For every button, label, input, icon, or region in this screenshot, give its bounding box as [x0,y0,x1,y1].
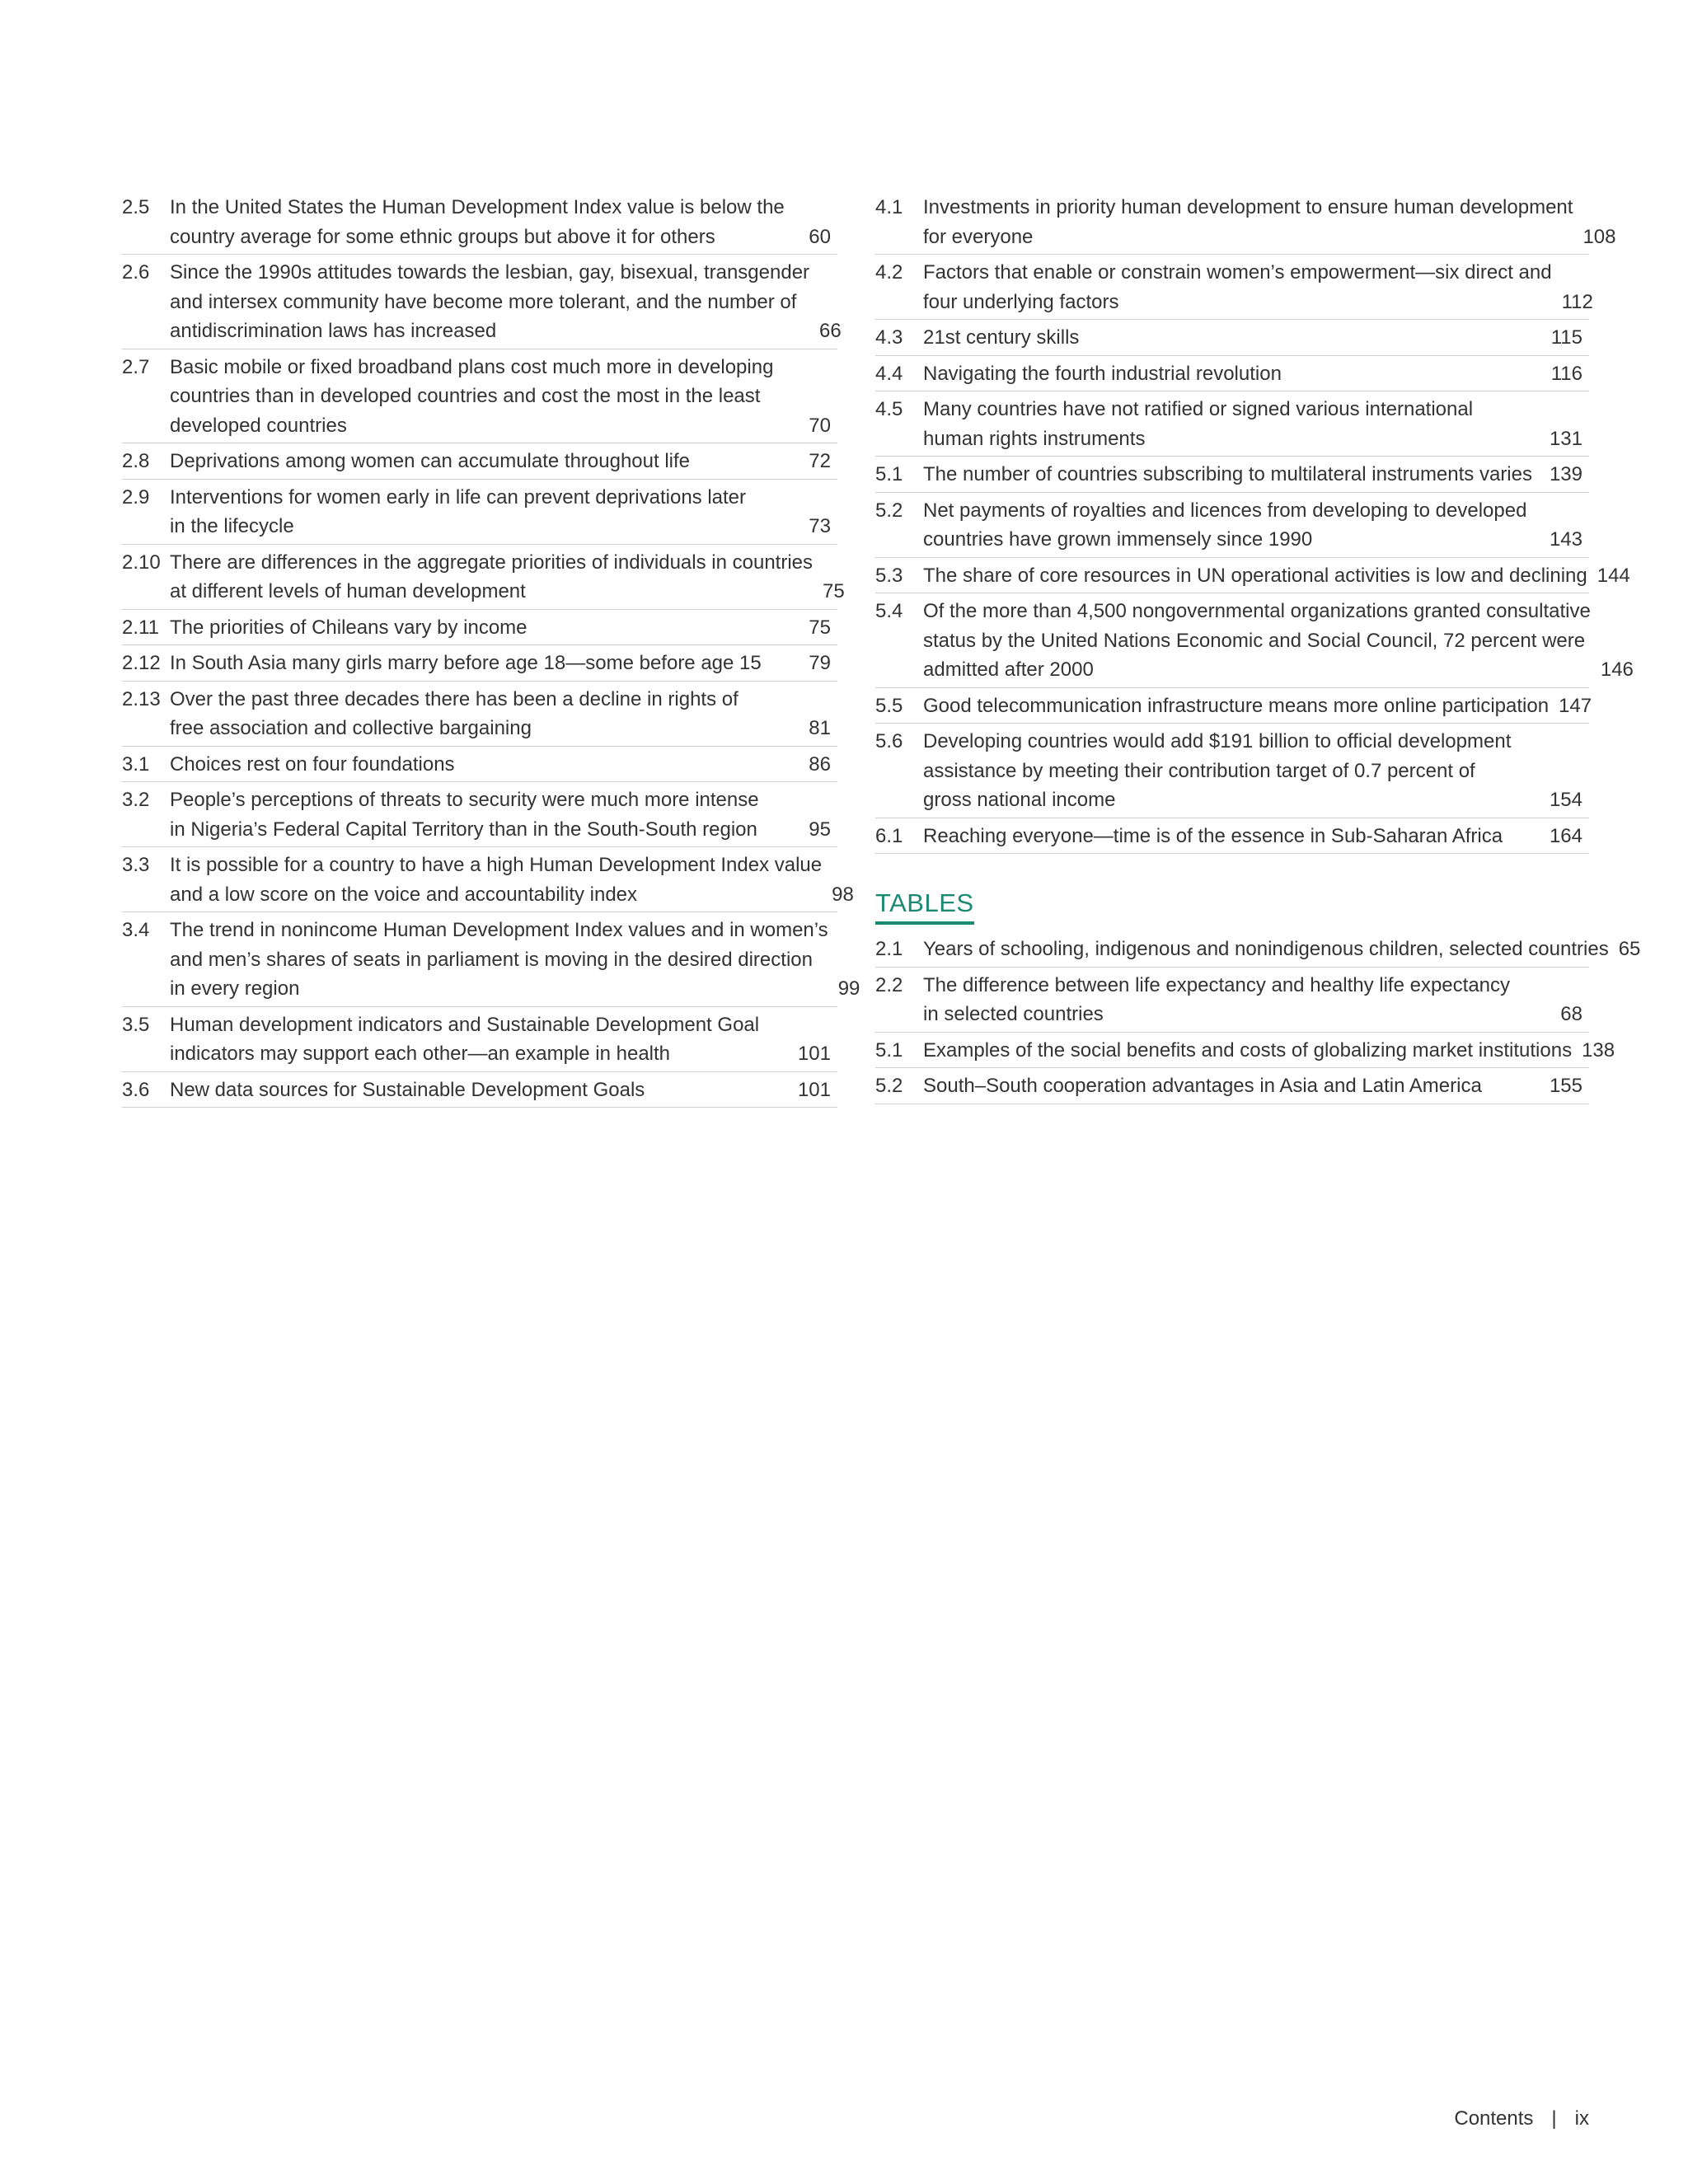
entry-title-line: The trend in nonincome Human Development Index values and in women’s [170,919,828,941]
entry-title [923,727,1550,815]
entry-title-line: In South Asia many girls marry before age 18—some before age 15 [170,652,762,674]
entry-number: 5.5 [875,694,903,717]
entry-number: 2.1 [875,938,903,960]
figures-list-right-entries [875,190,1634,854]
entry-number: 5.3 [875,564,903,587]
entry-page-number: 108 [1582,225,1616,248]
entry-page-number: 73 [809,515,831,537]
entry-title-line: human rights instruments [923,427,1146,450]
entry-title [170,685,809,743]
entry-number: 3.6 [122,1078,150,1101]
entry-page-number: 131 [1549,427,1582,450]
entry-title-line: Investments in priority human development to ensure human development [923,196,1573,218]
entry-page-number: 79 [809,652,831,674]
entry-page-number: 86 [809,752,831,776]
entry-page-number: 60 [809,225,831,248]
toc-entry [122,480,837,545]
entry-title-line: developed countries [170,414,347,437]
entry-title-line: Choices rest on four foundations [170,752,455,776]
entry-title-line: Navigating the fourth industrial revolution [923,362,1282,385]
toc-entry [122,255,842,349]
entry-page-number: 164 [1549,824,1582,847]
entry-number: 2.11 [122,616,159,639]
toc-entry [875,320,1589,356]
entry-title [170,258,819,346]
entry-number: 4.3 [875,326,903,349]
entry-title-line: Over the past three decades there has been a decline in rights of [170,687,738,710]
toc-entry [122,1072,837,1108]
toc-entry [122,443,837,480]
entry-title-line: Years of schooling, indigenous and nonindigenous children, selected countries [923,938,1609,960]
entry-number: 4.4 [875,362,903,385]
entry-title [923,597,1601,685]
entry-title-line: South–South cooperation advantages in Asia and Latin America [923,1075,1482,1097]
entry-title [923,496,1550,555]
page-number: ix [1574,2107,1589,2130]
entry-page-number: 99 [837,977,860,1000]
entry-number: 6.1 [875,824,903,847]
entry-title [170,750,809,780]
entry-title [170,1010,798,1069]
entry-title [923,691,1559,721]
entry-title-line: Since the 1990s attitudes towards the lesbian, gay, bisexual, transgender [170,261,810,284]
toc-entry [122,1007,837,1072]
entry-title [170,851,832,909]
entry-page-number: 72 [809,450,831,472]
toc-entry [875,724,1589,818]
entry-page-number: 75 [809,616,831,639]
entry-title-line: in every region [170,977,300,1000]
entry-title-line: gross national income [923,789,1116,811]
entry-title-line: The priorities of Chileans vary by income [170,616,528,639]
entry-title [923,395,1550,453]
toc-entry [875,457,1589,493]
entry-page-number: 70 [809,414,831,437]
entry-page-number: 101 [797,1078,831,1101]
toc-entry [875,818,1589,855]
entry-number: 3.3 [122,854,150,876]
entry-title [170,785,809,844]
entry-title-line: status by the United Nations Economic and Social Council, 72 percent were [923,629,1586,652]
entry-title-line: indicators may support each other—an example in health [170,1043,671,1065]
entry-number: 2.8 [122,450,150,472]
entry-title [923,822,1550,851]
entry-page-number: 147 [1559,694,1592,717]
toc-entry [875,593,1634,688]
entry-title-line: Basic mobile or fixed broadband plans cost much more in developing [170,355,774,378]
entry-number: 2.12 [122,652,161,674]
toc-entry [875,1068,1589,1104]
entry-title [170,193,809,251]
entry-title [923,323,1551,353]
entry-title-line: Many countries have not ratified or signed various international [923,398,1474,420]
entry-title-line: In the United States the Human Development Index value is below the [170,196,785,218]
entry-page-number: 112 [1561,290,1593,313]
entry-title-line: countries than in developed countries and cost the most in the least [170,385,761,407]
entry-page-number: 155 [1549,1075,1582,1097]
entry-number: 3.1 [122,752,150,776]
entry-title-line: assistance by meeting their contribution target of 0.7 percent of [923,759,1475,782]
entry-title-line: country average for some ethnic groups but above it for others [170,225,715,248]
entry-title-line: Developing countries would add $191 billion to official development [923,730,1512,752]
toc-entry [875,931,1641,968]
toc-entry [122,682,837,747]
entry-page-number: 154 [1549,789,1582,811]
entry-title-line: Human development indicators and Sustainable Development Goal [170,1013,760,1036]
page-footer [1454,2107,1589,2130]
entry-page-number: 143 [1549,528,1582,551]
toc-entry [122,610,837,646]
toc-entry [875,190,1616,255]
entry-title-line: Interventions for women early in life can prevent deprivations later [170,485,747,509]
entry-title-line: Of the more than 4,500 nongovernmental organizations granted consultative [923,600,1591,622]
toc-entry [875,493,1589,558]
entry-title-line: free association and collective bargaining [170,717,532,739]
entry-title-line: admitted after 2000 [923,658,1094,681]
entry-number: 2.10 [122,551,161,574]
entry-title [923,359,1551,389]
figures-list-right [875,190,1641,1104]
entry-page-number: 95 [809,818,831,841]
toc-entry [122,912,860,1007]
entry-page-number: 146 [1600,658,1634,681]
entry-title-line: in the lifecycle [170,515,294,537]
toc-entry [122,747,837,783]
entry-number: 5.6 [875,730,903,752]
toc-entry [122,545,845,610]
footer-separator: | [1551,2107,1557,2130]
toc-entry [122,847,854,912]
entry-page-number: 139 [1549,463,1582,485]
entry-title-line: Good telecommunication infrastructure means more online participation [923,694,1550,717]
toc-entry [875,688,1592,724]
toc-entry [122,190,837,255]
entry-title-line: Examples of the social benefits and costs of globalizing market institutions [923,1038,1573,1062]
entry-number: 2.9 [122,485,150,509]
entry-title-line: People’s perceptions of threats to security were much more intense [170,789,759,811]
entry-title-line: There are differences in the aggregate priorities of individuals in countries [170,551,813,574]
entry-title-line: in Nigeria’s Federal Capital Territory than in the South-South region [170,818,757,841]
entry-title-line: and intersex community have become more tolerant, and the number of [170,290,797,313]
entry-title [170,1076,798,1105]
entry-title-line: Deprivations among women can accumulate throughout life [170,450,691,472]
entry-number: 2.6 [122,261,150,284]
entry-number: 2.13 [122,687,161,710]
toc-entry [122,349,837,444]
entry-title-line: The share of core resources in UN operational activities is low and declining [923,564,1587,587]
entry-title [170,613,809,643]
entry-title-line: The number of countries subscribing to multilateral instruments varies [923,463,1532,485]
entry-title-line: and a low score on the voice and accountability index [170,883,638,906]
entry-page-number: 144 [1597,564,1630,587]
entry-title [170,649,809,678]
entry-title [923,460,1550,490]
entry-number: 3.2 [122,789,150,811]
entry-page-number: 138 [1582,1038,1615,1062]
entry-title-line: for everyone [923,225,1034,248]
toc-entry [875,255,1593,320]
entry-title-line: countries have grown immensely since 1990 [923,528,1313,551]
entry-number: 3.4 [122,919,150,941]
entry-title-line: Reaching everyone—time is of the essence in Sub-Saharan Africa [923,824,1503,847]
entry-title [923,971,1560,1029]
tables-list [875,931,1641,1104]
entry-page-number: 75 [823,580,845,602]
entry-title-line: in selected countries [923,1003,1104,1025]
footer-label: Contents [1454,2107,1534,2130]
entry-page-number: 116 [1550,362,1582,385]
toc-entry [122,645,837,682]
entry-number: 5.2 [875,1075,903,1097]
entry-title [923,935,1619,964]
entry-title-line: and men’s shares of seats in parliament is moving in the desired direction [170,948,813,971]
entry-page-number: 68 [1560,1003,1582,1025]
entry-number: 2.2 [875,973,903,996]
entry-title [923,1071,1550,1101]
entry-number: 4.5 [875,398,903,420]
entry-title [923,561,1597,591]
entry-title-line: It is possible for a country to have a high Human Development Index value [170,854,823,876]
entry-number: 5.4 [875,600,903,622]
toc-entry [875,1033,1615,1069]
entry-title [170,483,809,541]
entry-title [923,1036,1582,1066]
entry-page-number: 65 [1618,938,1641,960]
entry-number: 3.5 [122,1013,150,1036]
entry-title-line: The difference between life expectancy and healthy life expectancy [923,973,1511,996]
entry-number: 5.2 [875,499,903,522]
toc-entry [875,558,1630,594]
entry-number: 5.1 [875,463,903,485]
entry-number: 5.1 [875,1038,903,1062]
entry-title [923,258,1562,316]
entry-number: 4.2 [875,261,903,284]
entry-title-line: New data sources for Sustainable Development Goals [170,1078,645,1101]
entry-page-number: 98 [832,883,854,906]
entry-title-line: antidiscrimination laws has increased [170,320,497,342]
toc-entry [875,968,1589,1033]
toc-entry [875,391,1589,457]
entry-number: 2.7 [122,355,150,378]
entry-page-number: 101 [797,1043,831,1065]
entry-page-number: 66 [819,320,842,342]
entry-title [170,548,823,607]
entry-title [170,447,809,476]
entry-page-number: 81 [809,717,831,739]
entry-title-line: four underlying factors [923,290,1119,313]
entry-number: 2.5 [122,196,150,218]
tables-heading: TABLES [875,888,974,925]
toc-entry [875,356,1589,392]
entry-number: 4.1 [875,196,903,218]
entry-title-line: Net payments of royalties and licences from developing to developed [923,499,1527,522]
entry-title [923,193,1582,251]
entry-title [170,916,838,1004]
toc-entry [122,782,837,847]
entry-title-line: Factors that enable or constrain women’s empowerment—six direct and [923,261,1552,284]
entry-page-number: 115 [1550,326,1582,349]
entry-title-line: at different levels of human development [170,580,526,602]
figures-list-left [122,190,860,1108]
entry-title-line: 21st century skills [923,326,1080,349]
entry-title [170,353,809,441]
